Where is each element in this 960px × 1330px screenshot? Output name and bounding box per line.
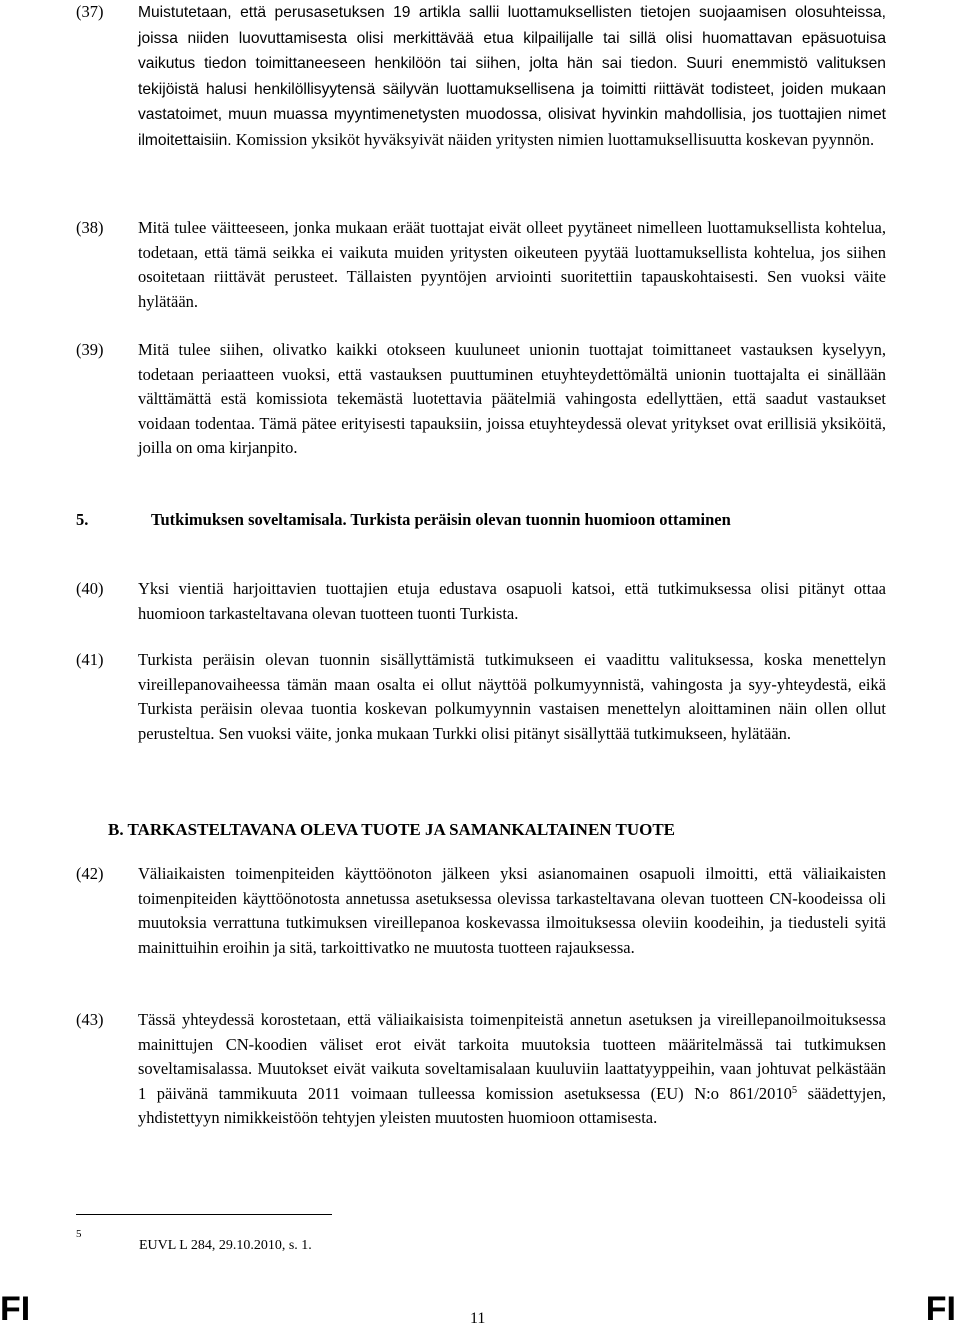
- footnote-reference[interactable]: 5: [791, 1084, 798, 1096]
- paragraph-number: (41): [76, 650, 104, 669]
- paragraph-text: [138, 0, 886, 153]
- footnote-number: 5: [76, 1228, 82, 1240]
- section-heading-b: B. TARKASTELTAVANA OLEVA TUOTE JA SAMANKALTAINEN TUOTE: [108, 820, 676, 839]
- paragraph-text-main: Tässä yhteydessä korostetaan, että väliaikaisista toimenpiteistä annetun asetuksen ja vireillepanoilmoituksessa mainittujen CN-koodien väliset erot eivät tarkoita muutoksia tuotteen määritelmässä tai tutkimuksen soveltamisalassa. Muutokset eivät vaikuta soveltamisalaan kuuluviin laattatyyppeihin, vaan johtuvat pelkästään 1 päivänä tammikuuta 2011 voimaan tulleessa komission asetuksessa (EU) N:o 861/2010: [138, 1010, 886, 1103]
- paragraph-text: Yksi vientiä harjoittavien tuottajien etuja edustava osapuoli katsoi, että tutkimuksessa olisi pitänyt ottaa huomioon tarkasteltavana olevan tuotteen tuonti Turkista.: [138, 579, 886, 623]
- paragraph-43: [76, 1008, 886, 1131]
- paragraph-number: (38): [76, 218, 104, 237]
- paragraph-number: (40): [76, 579, 104, 598]
- paragraph-text: Turkista peräisin olevan tuonnin sisällyttämistä tutkimukseen ei vaadittu valituksessa, koska menettelyn vireillepanovaiheessa tämän maan osalta ei ollut näyttöä polkumyynnistä, vahingosta ja syy-yhteydestä, eikä Turkista peräisin olevaa tuontia koskevan polkumyynnin vastaisen menettelyn aloittaminen näin ollen ollut perusteltua. Sen vuoksi väite, jonka mukaan Turkki olisi pitänyt sisällyttää tutkimukseen, hylätään.: [138, 650, 886, 743]
- section-number: 5.: [76, 510, 89, 529]
- language-code-right: FI: [925, 1290, 956, 1328]
- section-heading-5: [76, 507, 886, 532]
- paragraph-text: Väliaikaisten toimenpiteiden käyttöönoton jälkeen yksi asianomainen osapuoli ilmoitti, että väliaikaisten toimenpiteiden käyttöönotosta annetussa asetuksessa olevissa tarkasteltavana olevan tuotteen CN-koodeissa oli muutoksia verrattuna tutkimuksen vireillepanoa koskevassa ilmoituksessa oleviin koodeihin, ja tiedusteli syitä mainittuihin eroihin ja sitä, tarkoittivatko ne muutosta tuotteen rajauksessa.: [138, 864, 886, 957]
- page-number: 11: [470, 1310, 486, 1327]
- paragraph-number: (37): [76, 2, 104, 21]
- footnote-text: EUVL L 284, 29.10.2010, s. 1.: [139, 1238, 312, 1253]
- paragraph-42: [76, 862, 886, 960]
- paragraph-39: [76, 338, 886, 461]
- paragraph-text-after: säädettyjen, yhdistettyyn nimikkeistöön tehtyjen yleisten muutosten huomioon ottamisesta.: [138, 1083, 887, 1127]
- paragraph-text-sans: Muistutetaan, että perusasetuksen 19 artikla sallii luottamuksellisten tietojen suojaamisen olosuhteissa, joissa niiden luovuttamisesta olisi merkittävää etua kilpailijalle tai sillä olisi huomattavan epäsuotuisa vaikutus tiedon toimittaneeseen henkilöön tai siihen, jolta hän sai tiedon.: [138, 4, 886, 72]
- paragraph-40: [76, 577, 886, 626]
- paragraph-37: [76, 0, 886, 153]
- section-title: Tutkimuksen soveltamisala. Turkista peräisin olevan tuonnin huomioon ottaminen: [151, 510, 731, 529]
- paragraph-number: (42): [76, 864, 104, 883]
- paragraph-text: Mitä tulee väitteeseen, jonka mukaan eräät tuottajat eivät olleet pyytäneet nimelleen luottamuksellista kohtelua, todetaan, että tämä seikka ei vaikuta muiden yritysten oikeuteen pyytää luottamuksellista kohtelua, jos siihen osoitetaan riittävät perusteet. Tällaisten pyyntöjen arviointi suoritettiin tapauskohtaisesti. Sen vuoksi väite hylätään.: [138, 218, 886, 311]
- language-code-left: FI: [0, 1290, 31, 1328]
- paragraph-text: Mitä tulee siihen, olivatko kaikki otokseen kuuluneet unionin tuottajat toimittaneet vastauksen kyselyyn, todetaan periaatteen vuoksi, että vastauksen puuttuminen etuyhteydettömältä unionin tuottajalta ei sinällään välttämättä estä komissiota tekemästä luotettavia päätelmiä vahingosta edellyttäen, että saadut vastaukset voidaan todentaa. Tämä pätee erityisesti tapauksiin, joissa etuyhteydessä olevat yritykset ovat erillisiä yksiköitä, joilla on oma kirjanpito.: [138, 340, 886, 457]
- footnote-divider: [76, 1214, 332, 1215]
- paragraph-number: (39): [76, 340, 104, 359]
- paragraph-41: [76, 648, 886, 746]
- paragraph-text-sans-2: Suuri enemmistö valituksen tekijöistä halusi henkilöllisyytensä säilyvän luottamuksellisena ja toimitti riittävät todisteet, joiden mukaan vastatoimet, muun muassa myyntimenetysten muodossa, olisivat hyvinkin mahdollisia, jos tuottajien nimet ilmoitettaisiin.: [138, 55, 886, 149]
- paragraph-38: [76, 216, 886, 314]
- paragraph-text-serif: Komission yksiköt hyväksyivät näiden yritysten nimien luottamuksellisuutta koskevan pyynnön.: [235, 129, 875, 149]
- paragraph-text: [138, 1008, 886, 1131]
- paragraph-number: (43): [76, 1010, 104, 1029]
